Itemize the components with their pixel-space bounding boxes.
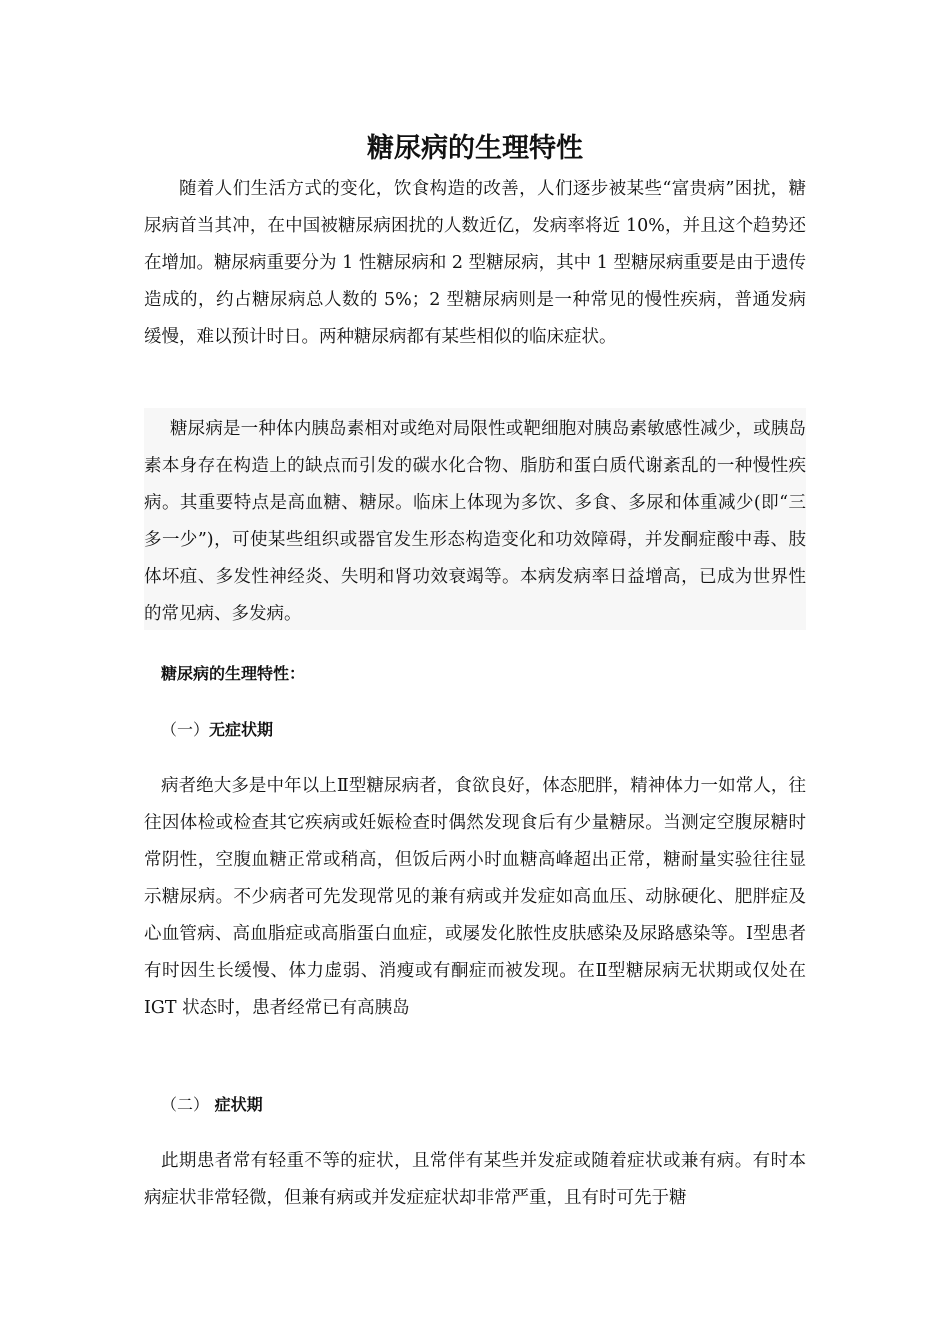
section-2-paragraph: 此期患者常有轻重不等的症状，且常伴有某些并发症或随着症状或兼有病。有时本病症状非常轻微，但兼有病或并发症症状却非常严重，且有时可先于糖 <box>144 1151 806 1208</box>
section-1-label: 无症状期 <box>209 720 274 739</box>
section-2-prefix: （二） <box>161 1095 210 1114</box>
section-1-heading <box>161 718 273 742</box>
section-heading: 糖尿病的生理特性： <box>161 664 306 683</box>
section-2-heading <box>161 1093 263 1117</box>
document-title: 糖尿病的生理特性 <box>367 133 583 164</box>
section-2-label: 症状期 <box>214 1095 263 1114</box>
definition-paragraph: 糖尿病是一种体内胰岛素相对或绝对局限性或靶细胞对胰岛素敏感性减少，或胰岛素本身存在构造上的缺点而引发的碳水化合物、脂肪和蛋白质代谢紊乱的一种慢性疾病。其重要特点是高血糖、糖尿。临床上体现为多饮、多食、多尿和体重减少(即“三多一少”)，可使某些组织或器官发生形态构造变化和功效障碍，并发酮症酸中毒、肢体坏疽、多发性神经炎、失明和肾功效衰竭等。本病发病率日益增高，已成为世界性的常见病、多发病。 <box>144 419 806 624</box>
section-1-prefix: （一） <box>161 720 210 739</box>
section-1-paragraph: 病者绝大多是中年以上Ⅱ型糖尿病者，食欲良好，体态肥胖，精神体力一如常人，往往因体检或检查其它疾病或妊娠检查时偶然发现食后有少量糖尿。当测定空腹尿糖时常阴性，空腹血糖正常或稍高，但饭后两小时血糖高峰超出正常，糖耐量实验往往显示糖尿病。不少病者可先发现常见的兼有病或并发症如高血压、动脉硬化、肥胖症及心血管病、高血脂症或高脂蛋白血症，或屡发化脓性皮肤感染及尿路感染等。Ⅰ型患者有时因生长缓慢、体力虚弱、消瘦或有酮症而被发现。在Ⅱ型糖尿病无状期或仅处在 IGT 状态时，患者经常已有高胰岛 <box>144 776 806 1018</box>
intro-paragraph: 随着人们生活方式的变化，饮食构造的改善，人们逐步被某些“富贵病”困扰，糖尿病首当其冲，在中国被糖尿病困扰的人数近亿，发病率将近 10%，并且这个趋势还在增加。糖尿病重要分为 1 性糖尿病和 2 型糖尿病，其中 1 型糖尿病重要是由于遗传造成的，约占糖尿病总人数的 5%；2 型糖尿病则是一种常见的慢性疾病，普通发病缓慢，难以预计时日。两种糖尿病都有某些相似的临床症状。 <box>144 179 806 347</box>
